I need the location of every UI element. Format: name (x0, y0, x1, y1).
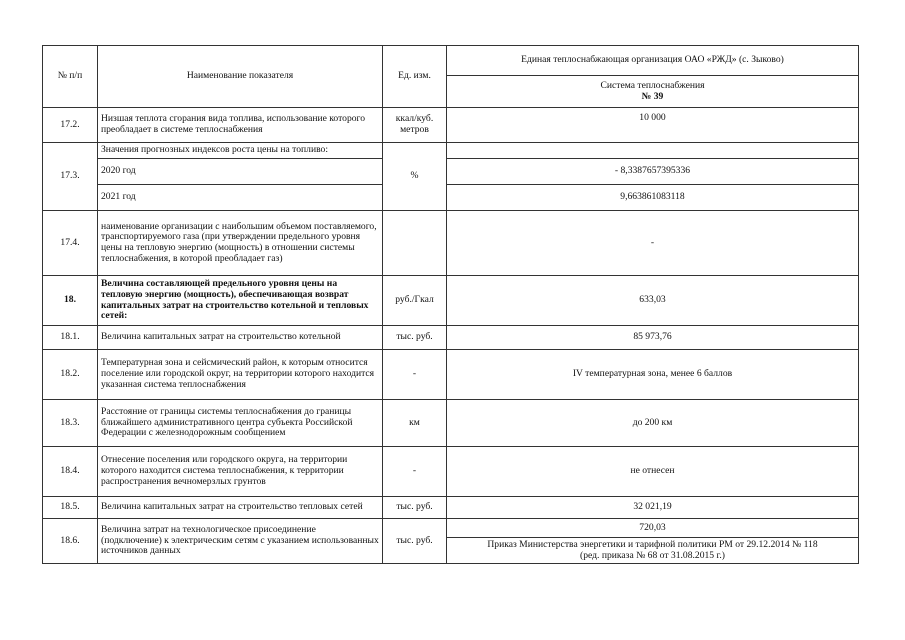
row-value: 85 973,76 (447, 326, 859, 350)
row-unit: ккал/куб. метров (383, 108, 447, 143)
row-num: 18.1. (43, 326, 98, 350)
row-value: - (447, 211, 859, 276)
row-name: Значения прогнозных индексов роста цены на топливо: (98, 143, 383, 159)
header-row (43, 46, 859, 76)
table-row (43, 519, 859, 538)
row-value: 720,03 (447, 519, 859, 538)
row-name: наименование организации с наибольшим объемом поставляемого, транспортируемого газа (при утверждении предельного уровня цены на тепловую энергию (мощность) в отношении системы теплоснабжения, в которой преобладает газ) (98, 211, 383, 276)
table-row (43, 276, 859, 326)
row-value: 10 000 (447, 108, 859, 143)
row-unit: - (383, 447, 447, 497)
header-unit: Ед. изм. (383, 46, 447, 108)
row-value: IV температурная зона, менее 6 баллов (447, 350, 859, 400)
header-name: Наименование показателя (98, 46, 383, 108)
row-unit (383, 211, 447, 276)
row-unit: - (383, 350, 447, 400)
row-num: 17.4. (43, 211, 98, 276)
row-unit: км (383, 400, 447, 447)
row-name: Величина капитальных затрат на строительство котельной (98, 326, 383, 350)
row-value-empty (447, 143, 859, 159)
row-value: 633,03 (447, 276, 859, 326)
header-system-cell (447, 76, 859, 108)
row-value: 32 021,19 (447, 497, 859, 519)
row-year-2021: 2021 год (98, 185, 383, 211)
row-value: до 200 км (447, 400, 859, 447)
row-unit: тыс. руб. (383, 519, 447, 564)
row-value-2021: 9,663861083118 (447, 185, 859, 211)
table-row (43, 350, 859, 400)
table-row (43, 447, 859, 497)
table-row (43, 185, 859, 211)
row-year-2020: 2020 год (98, 159, 383, 185)
table-row (43, 159, 859, 185)
header-system-no: № 39 (641, 90, 664, 102)
table-row (43, 108, 859, 143)
row-num: 18.2. (43, 350, 98, 400)
table-row (43, 326, 859, 350)
row-num: 18. (43, 276, 98, 326)
row-num: 17.3. (43, 143, 98, 211)
row-name: Низшая теплота сгорания вида топлива, использование которого преобладает в системе теплоснабжения (98, 108, 383, 143)
row-name: Величина составляющей предельного уровня цены на тепловую энергию (мощность), обеспечивающая возврат капитальных затрат на строительство котельной и тепловых сетей: (98, 276, 383, 326)
row-num: 18.6. (43, 519, 98, 564)
row-name: Величина затрат на технологическое присоединение (подключение) к электрическим сетям с указанием использованных источников данных (98, 519, 383, 564)
row-unit: тыс. руб. (383, 497, 447, 519)
row-unit: руб./Гкал (383, 276, 447, 326)
row-value-2020: - 8,3387657395336 (447, 159, 859, 185)
row-unit: тыс. руб. (383, 326, 447, 350)
row-source: Приказ Министерства энергетики и тарифной политики РМ от 29.12.2014 № 118 (ред. приказа № 68 от 31.08.2015 г.) (447, 538, 859, 564)
row-unit: % (383, 143, 447, 211)
table-row (43, 211, 859, 276)
row-num: 18.5. (43, 497, 98, 519)
header-system: Система теплоснабжения (600, 79, 705, 91)
row-name: Величина капитальных затрат на строительство тепловых сетей (98, 497, 383, 519)
row-name: Отнесение поселения или городского округа, на территории которого находится система теплоснабжения, к территории распространения вечномерзлых грунтов (98, 447, 383, 497)
row-name: Расстояние от границы системы теплоснабжения до границы ближайшего административного центра субъекта Российской Федерации с железнодорожным сообщением (98, 400, 383, 447)
tariff-table (42, 45, 859, 564)
header-org: Единая теплоснабжающая организация ОАО «РЖД» (с. Зыково) (447, 46, 859, 76)
table-row (43, 497, 859, 519)
header-num: № п/п (43, 46, 98, 108)
row-num: 18.3. (43, 400, 98, 447)
table-row (43, 400, 859, 447)
table-row (43, 143, 859, 159)
row-value: не отнесен (447, 447, 859, 497)
row-name: Температурная зона и сейсмический район, к которым относится поселение или городской округ, на территории которого находится указанная система теплоснабжения (98, 350, 383, 400)
row-num: 17.2. (43, 108, 98, 143)
row-num: 18.4. (43, 447, 98, 497)
